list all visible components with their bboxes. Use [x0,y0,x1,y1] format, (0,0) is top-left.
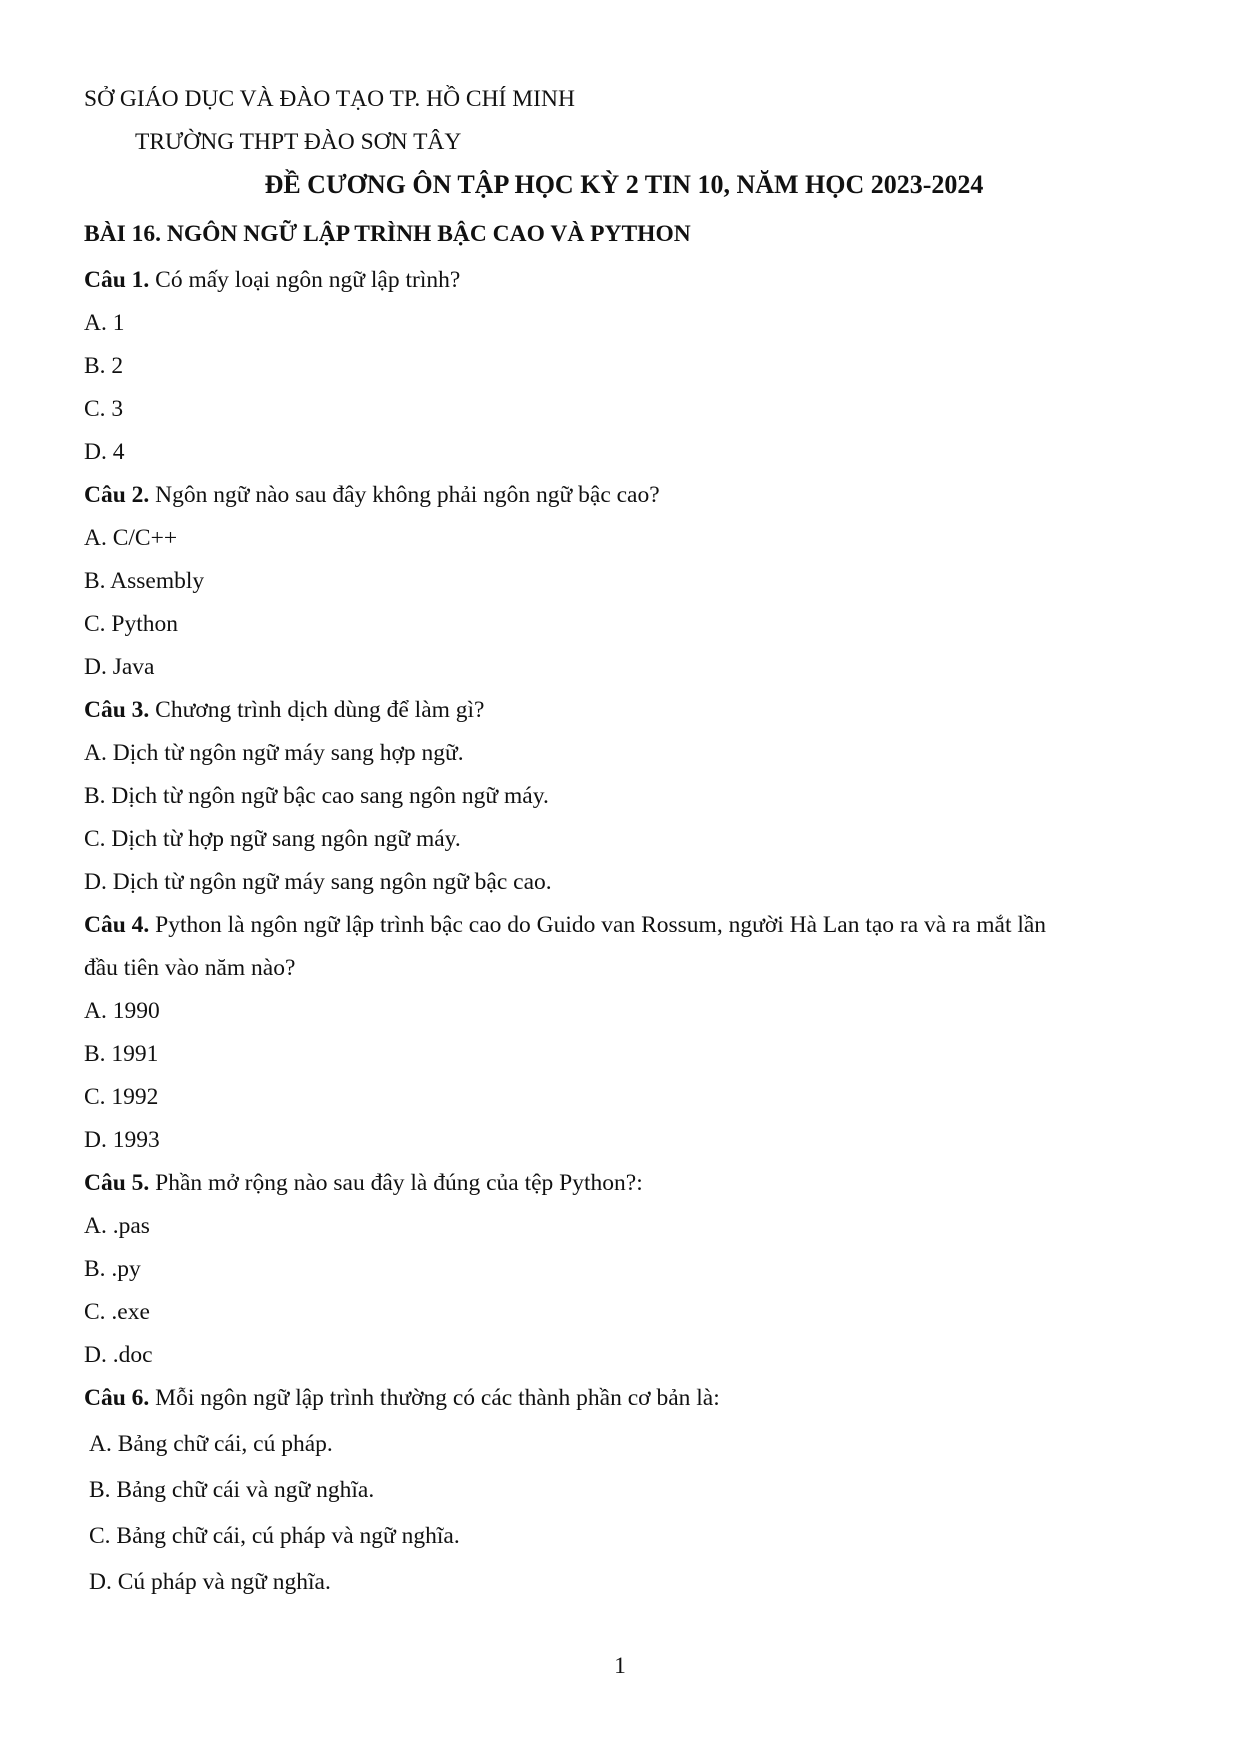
option-2c: C. Python [84,611,179,637]
option-5b: B. .py [84,1256,141,1282]
option-3c: C. Dịch từ hợp ngữ sang ngôn ngữ máy. [84,826,461,852]
question-label: Câu 1. [84,267,150,293]
question-label: Câu 5. [84,1170,150,1196]
question-text: Python là ngôn ngữ lập trình bậc cao do Guido van Rossum, người Hà Lan tạo ra và ra mắt lần [149,912,1047,938]
school-header: TRƯỜNG THPT ĐÀO SƠN TÂY [135,129,462,155]
option-3a: A. Dịch từ ngôn ngữ máy sang hợp ngữ. [84,740,464,766]
option-1b: B. 2 [84,353,124,379]
question-label: Câu 6. [84,1385,150,1411]
question-6 [84,1383,720,1413]
question-text: Chương trình dịch dùng để làm gì? [149,697,485,723]
option-4c: C. 1992 [84,1084,159,1110]
option-6c: C. Bảng chữ cái, cú pháp và ngữ nghĩa. [89,1523,460,1549]
option-4d: D. 1993 [84,1127,160,1153]
question-5 [84,1168,643,1198]
option-1a: A. 1 [84,310,125,336]
question-4-continuation: đầu tiên vào năm nào? [84,955,296,981]
question-label: Câu 2. [84,482,150,508]
option-1d: D. 4 [84,439,125,465]
option-4a: A. 1990 [84,998,160,1024]
department-header: SỞ GIÁO DỤC VÀ ĐÀO TẠO TP. HỒ CHÍ MINH [84,86,575,112]
option-3d: D. Dịch từ ngôn ngữ máy sang ngôn ngữ bậc cao. [84,869,552,895]
page-number: 1 [614,1653,626,1679]
question-3 [84,695,484,725]
question-text: Phần mở rộng nào sau đây là đúng của tệp Python?: [149,1170,643,1196]
question-text: Mỗi ngôn ngữ lập trình thường có các thành phần cơ bản là: [149,1385,720,1411]
question-label: Câu 4. [84,912,150,938]
question-2 [84,480,660,510]
document-title-text: ĐỀ CƯƠNG ÔN TẬP HỌC KỲ 2 TIN 10, NĂM HỌC 2023-2024 [264,170,984,199]
option-6a: A. Bảng chữ cái, cú pháp. [89,1431,333,1457]
option-4b: B. 1991 [84,1041,159,1067]
lesson-heading: BÀI 16. NGÔN NGỮ LẬP TRÌNH BẬC CAO VÀ PYTHON [84,221,691,247]
option-2a: A. C/C++ [84,525,178,551]
question-4 [84,910,1046,940]
option-5a: A. .pas [84,1213,150,1239]
question-1 [84,265,460,295]
option-2b: B. Assembly [84,568,205,594]
question-text: Có mấy loại ngôn ngữ lập trình? [149,267,461,293]
option-2d: D. Java [84,654,155,680]
option-3b: B. Dịch từ ngôn ngữ bậc cao sang ngôn ngữ máy. [84,783,549,809]
question-label: Câu 3. [84,697,150,723]
option-5d: D. .doc [84,1342,153,1368]
option-5c: C. .exe [84,1299,150,1325]
option-6d: D. Cú pháp và ngữ nghĩa. [89,1569,331,1595]
document-title [0,170,1240,200]
option-6b: B. Bảng chữ cái và ngữ nghĩa. [89,1477,375,1503]
option-1c: C. 3 [84,396,124,422]
question-text: Ngôn ngữ nào sau đây không phải ngôn ngữ bậc cao? [149,482,660,508]
